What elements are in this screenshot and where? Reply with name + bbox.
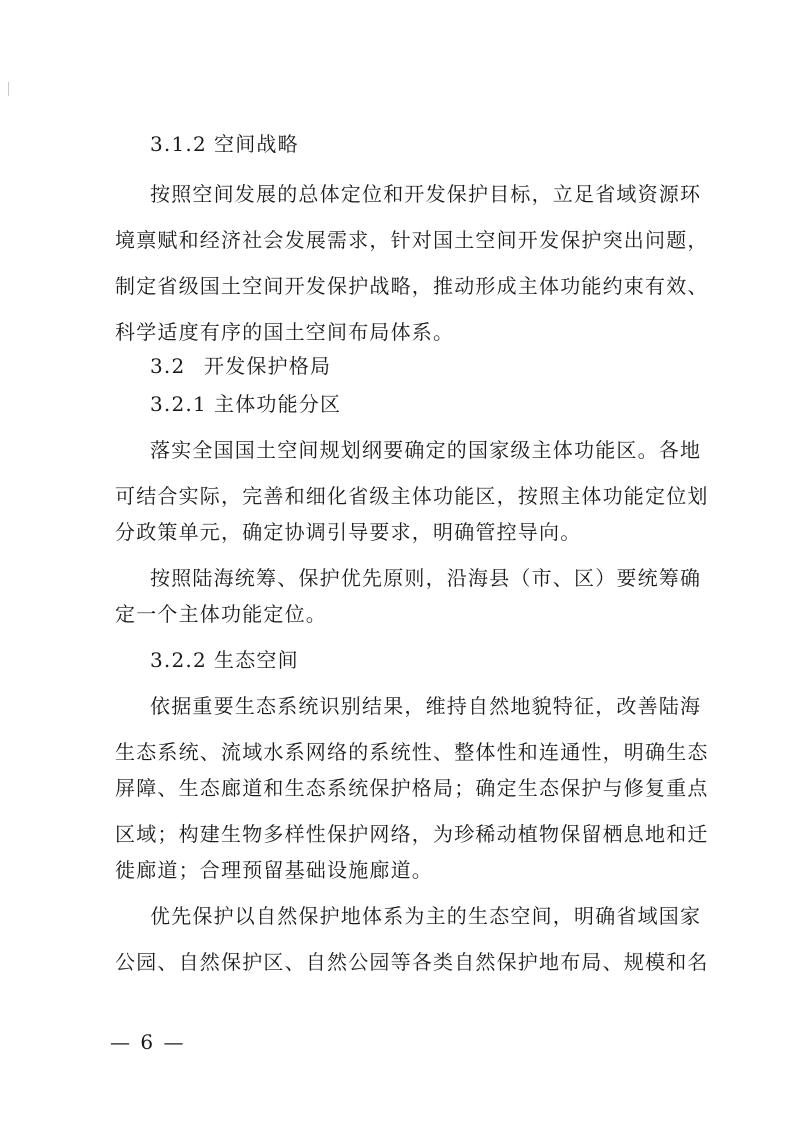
heading-title: 空间战略 xyxy=(214,132,299,156)
paragraph-line: 可结合实际，完善和细化省级主体功能区，按照主体功能定位划 xyxy=(115,484,709,508)
paragraph-line: 徙廊道；合理预留基础设施廊道。 xyxy=(115,858,433,882)
paragraph-line: 生态系统、流域水系网络的系统性、整体性和连通性，明确生态 xyxy=(115,740,709,764)
paragraph-line: 按照空间发展的总体定位和开发保护目标，立足省域资源环 xyxy=(150,182,702,206)
paragraph-line: 按照陆海统筹、保护优先原则，沿海县（市、区）要统筹确 xyxy=(150,566,702,590)
scan-mark xyxy=(8,82,9,96)
paragraph-line: 定一个主体功能定位。 xyxy=(115,602,327,626)
heading-number: 3.1.2 xyxy=(150,132,207,156)
paragraph-line: 分政策单元，确定协调引导要求，明确管控导向。 xyxy=(115,520,582,544)
heading-number: 3.2 xyxy=(150,354,186,378)
paragraph-line: 区域；构建生物多样性保护网络，为珍稀动植物保留栖息地和迁 xyxy=(115,822,709,846)
paragraph-line: 公园、自然保护区、自然公园等各类自然保护地布局、规模和名 xyxy=(115,950,709,974)
paragraph-line: 制定省级国土空间开发保护战略，推动形成主体功能约束有效、 xyxy=(115,274,709,298)
heading-3-2-2 xyxy=(150,648,695,672)
paragraph-line: 优先保护以自然保护地体系为主的生态空间，明确省域国家 xyxy=(150,904,702,928)
paragraph-line: 境禀赋和经济社会发展需求，针对国土空间开发保护突出问题， xyxy=(115,228,709,252)
heading-number: 3.2.1 xyxy=(150,392,207,416)
paragraph-line: 依据重要生态系统识别结果，维持自然地貌特征，改善陆海 xyxy=(150,694,702,718)
paragraph-line: 落实全国国土空间规划纲要确定的国家级主体功能区。各地 xyxy=(150,438,702,462)
heading-3-2-1 xyxy=(150,392,695,416)
heading-title: 开发保护格局 xyxy=(204,354,332,378)
heading-number: 3.2.2 xyxy=(150,648,207,672)
heading-3-1-2 xyxy=(150,132,695,156)
heading-title: 生态空间 xyxy=(214,648,299,672)
heading-3-2 xyxy=(150,354,695,378)
paragraph-line: 屏障、生态廊道和生态系统保护格局；确定生态保护与修复重点 xyxy=(115,776,709,800)
heading-title: 主体功能分区 xyxy=(214,392,342,416)
page-number: — 6 — xyxy=(110,1030,186,1054)
paragraph-line: 科学适度有序的国土空间布局体系。 xyxy=(115,320,455,344)
